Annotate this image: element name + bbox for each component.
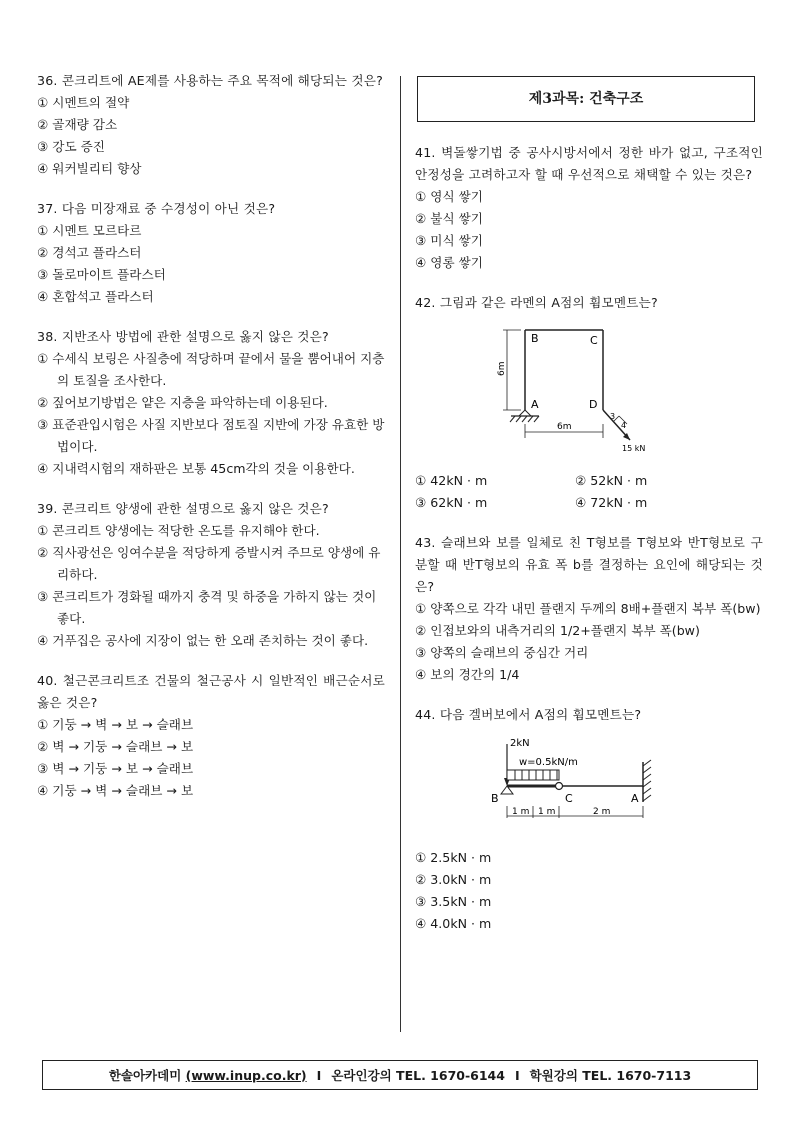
label-a: A [631,792,639,805]
option-2: ② 52kN · m [575,473,648,488]
option-4: ④ 기둥 → 벽 → 슬래브 → 보 [37,783,194,798]
option-4: ④ 지내력시험의 재하판은 보통 45cm각의 것을 이용한다. [37,461,355,476]
option-3: ③ 미식 쌓기 [415,233,483,248]
option-1: ① 영식 쌓기 [415,189,483,204]
option-3: ③ 표준관입시험은 사질 지반보다 점토질 지반에 가장 유효한 방법이다. [37,417,385,454]
option-1: ① 42kN · m [415,473,488,488]
dim-1: 1 m [512,807,530,817]
options-grid [415,470,763,514]
footer-bar [42,1060,758,1090]
option-4: ④ 영롱 쌓기 [415,255,483,270]
option-1: ① 양쪽으로 각각 내민 플랜지 두께의 8배+플랜지 복부 폭(bw) [415,601,761,616]
website-link[interactable]: (www.inup.co.kr) [185,1067,307,1083]
option-2: ② 경석고 플라스터 [37,245,142,260]
label-c: C [590,334,598,347]
question-stem: 44. 다음 겔버보에서 A점의 휨모멘트는? [415,707,642,722]
question-stem: 42. 그림과 같은 라멘의 A점의 휨모멘트는? [415,295,658,310]
gerber-beam-figure [485,732,675,832]
offline-phone: 학원강의 TEL. 1670-7113 [529,1068,692,1083]
option-4: ④ 4.0kN · m [415,916,492,931]
option-1: ① 수세식 보링은 사질층에 적당하며 끝에서 물을 뿜어내어 지층의 토질을 조사한다. [37,351,385,388]
option-3: ③ 벽 → 기둥 → 보 → 슬래브 [37,761,194,776]
label-a: A [531,398,539,411]
option-1: ① 기둥 → 벽 → 보 → 슬래브 [37,717,194,732]
question-37 [37,198,385,308]
option-4: ④ 워커빌리티 향상 [37,161,142,176]
question-40 [37,670,385,802]
question-stem: 40. 철근콘크리트조 건물의 철근공사 시 일반적인 배근순서로 옳은 것은? [37,673,385,710]
separator: I [514,1067,520,1083]
label-c: C [565,792,573,805]
question-stem: 36. 콘크리트에 AE제를 사용하는 주요 목적에 해당되는 것은? [37,73,383,88]
option-1: ① 시멘트의 절약 [37,95,130,110]
option-1: ① 시멘트 모르타르 [37,223,142,238]
label-b: B [491,792,499,805]
option-3: ③ 62kN · m [415,495,488,510]
option-4: ④ 혼합석고 플라스터 [37,289,154,304]
separator: I [316,1067,322,1083]
subject-title: 제3과목: 건축구조 [417,76,755,122]
option-2: ② 벽 → 기둥 → 슬래브 → 보 [37,739,194,754]
academy-name: 한솔아카데미 [108,1068,182,1083]
load-label: 15 kN [622,444,646,453]
option-2: ② 골재량 감소 [37,117,118,132]
question-stem: 43. 슬래브와 보를 일체로 친 T형보를 T형보와 반T형보로 구분할 때 반T형보의 유효 폭 b를 결정하는 요인에 해당되는 것은? [415,535,763,594]
option-2: ② 직사광선은 잉여수분을 적당하게 증발시켜 주므로 양생에 유리하다. [37,545,381,582]
option-4: ④ 거푸집은 공사에 지장이 없는 한 오래 존치하는 것이 좋다. [37,633,369,648]
rahmen-frame-figure [485,320,665,455]
slope-3: 3 [610,412,616,421]
question-39 [37,498,385,652]
question-stem: 39. 콘크리트 양생에 관한 설명으로 옳지 않은 것은? [37,501,329,516]
span-label: 6m [557,422,572,432]
question-38 [37,326,385,480]
slope-4: 4 [621,421,627,430]
question-36 [37,70,385,180]
question-stem: 38. 지반조사 방법에 관한 설명으로 옳지 않은 것은? [37,329,329,344]
left-column [37,70,385,820]
option-2: ② 3.0kN · m [415,872,492,887]
question-43 [415,532,763,686]
option-1: ① 2.5kN · m [415,850,492,865]
option-3: ③ 돌로마이트 플라스터 [37,267,166,282]
online-phone: 온라인강의 TEL. 1670-6144 [331,1068,505,1083]
option-2: ② 짚어보기방법은 얕은 지층을 파악하는데 이용된다. [37,395,328,410]
dim-3: 2 m [593,807,611,817]
point-load-label: 2kN [510,738,530,749]
option-3: ③ 강도 증진 [37,139,105,154]
option-3: ③ 양쪽의 슬래브의 중심간 거리 [415,645,589,660]
option-2: ② 인접보와의 내측거리의 1/2+플랜지 복부 폭(bw) [415,623,700,638]
question-44 [415,704,763,935]
question-stem: 37. 다음 미장재료 중 수경성이 아닌 것은? [37,201,276,216]
option-3: ③ 콘크리트가 경화될 때까지 충격 및 하중을 가하지 않는 것이 좋다. [37,589,377,626]
question-41 [415,142,763,274]
option-1: ① 콘크리트 양생에는 적당한 온도를 유지해야 한다. [37,523,320,538]
option-2: ② 불식 쌓기 [415,211,483,226]
option-4: ④ 보의 경간의 1/4 [415,667,520,682]
option-3: ③ 3.5kN · m [415,894,492,909]
right-column [415,70,763,953]
label-d: D [589,398,598,411]
label-b: B [531,332,539,345]
dist-load-label: w=0.5kN/m [519,757,578,768]
question-stem: 41. 벽돌쌓기법 중 공사시방서에서 정한 바가 없고, 구조적인 안정성을 고려하고자 할 때 우선적으로 채택할 수 있는 것은? [415,145,763,182]
option-4: ④ 72kN · m [575,495,648,510]
height-label: 6m [497,361,507,376]
column-divider [400,76,401,1032]
dim-2: 1 m [538,807,556,817]
question-42 [415,292,763,514]
